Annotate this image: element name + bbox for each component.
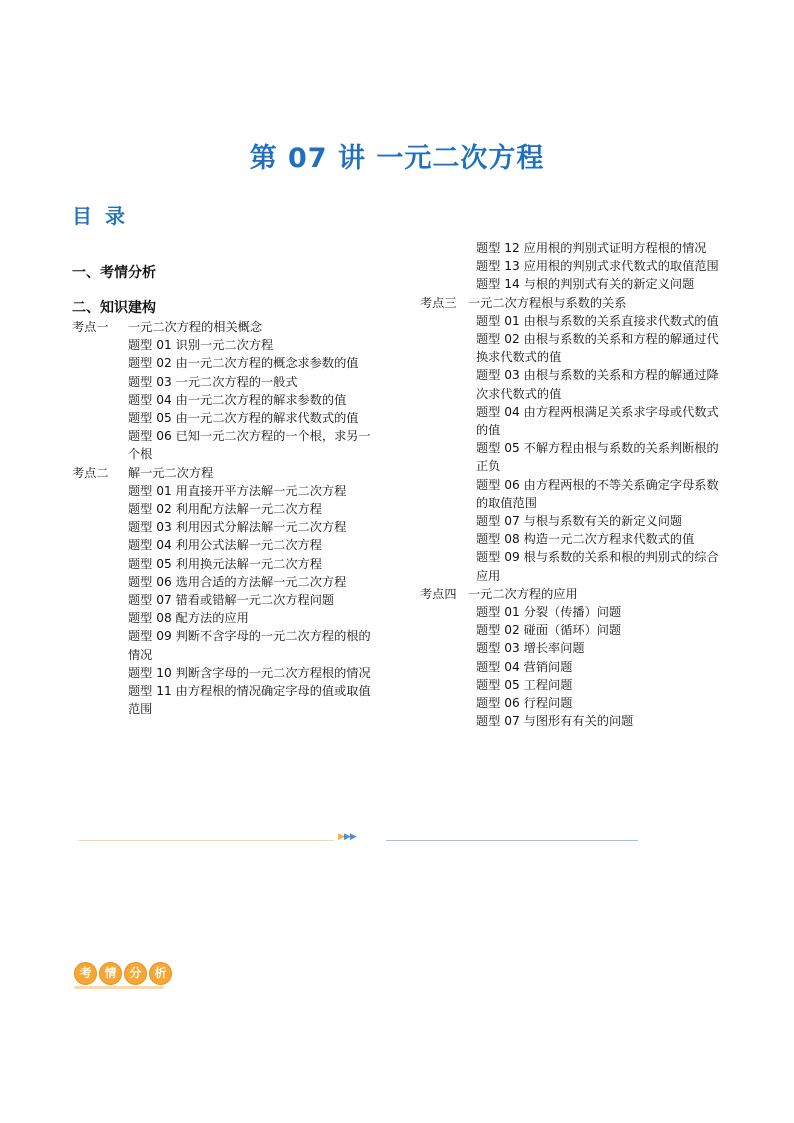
toc-item-row[interactable] <box>420 257 725 275</box>
toc-item-title: 题型 04 由方程两根满足关系求字母或代数式的值 <box>476 404 719 438</box>
toc-item-title: 题型 06 已知一元二次方程的一个根，求另一个根 <box>128 429 371 462</box>
toc-item-title: 题型 06 行程问题 <box>476 696 573 711</box>
toc-item-title: 题型 09 根与系数的关系和根的判别式的综合应用 <box>476 550 719 583</box>
toc-item-row[interactable] <box>420 658 725 676</box>
toc-item-row[interactable] <box>72 591 376 609</box>
toc-topic-title: 一元二次方程根与系数的关系 <box>468 295 627 310</box>
toc-item-row[interactable] <box>420 694 725 712</box>
toc-item-title: 题型 03 由根与系数的关系和方程的解通过降次求代数式的值 <box>476 368 719 401</box>
toc-item-title: 题型 08 构造一元二次方程求代数式的值 <box>476 532 695 547</box>
badge-char: 情 <box>99 962 122 985</box>
toc-item-row[interactable] <box>420 275 725 293</box>
toc-item-row[interactable] <box>72 500 376 518</box>
toc-item-title: 题型 12 应用根的判别式证明方程根的情况 <box>476 241 707 255</box>
toc-topic-key: 考点一 <box>72 320 109 334</box>
toc-item-title: 题型 10 判断含字母的一元二次方程根的情况 <box>128 665 371 680</box>
toc-right-column <box>420 239 725 730</box>
toc-topic-title: 一元二次方程的应用 <box>468 586 578 601</box>
toc-item-row[interactable] <box>420 603 725 621</box>
toc-item-title: 题型 08 配方法的应用 <box>128 611 249 626</box>
toc-item-title: 题型 04 由一元二次方程的解求参数的值 <box>128 392 347 407</box>
toc-item-title: 题型 11 由方程根的情况确定字母的值或取值范围 <box>128 684 371 717</box>
toc-item-row[interactable] <box>72 391 376 409</box>
toc-item-title: 题型 02 由一元二次方程的概念求参数的值 <box>128 356 359 371</box>
toc-left-column <box>72 318 376 718</box>
toc-section-analysis[interactable]: 一、考情分析 <box>72 265 156 281</box>
arrow-icons: ▶▶▶ <box>338 832 356 842</box>
toc-item-row[interactable] <box>72 536 376 554</box>
toc-item-row[interactable] <box>72 555 376 573</box>
toc-topic-row[interactable] <box>420 585 725 603</box>
toc-item-row[interactable] <box>420 330 725 366</box>
toc-item-title: 题型 05 利用换元法解一元二次方程 <box>128 556 322 571</box>
toc-item-row[interactable] <box>420 476 725 512</box>
toc-item-title: 题型 05 由一元二次方程的解求代数式的值 <box>128 411 359 426</box>
toc-item-row[interactable] <box>420 676 725 694</box>
toc-topic-key: 考点三 <box>420 295 457 310</box>
toc-item-row[interactable] <box>420 712 725 730</box>
badge-underline <box>74 986 164 989</box>
toc-item-row[interactable] <box>420 548 725 584</box>
toc-topic-row[interactable] <box>72 318 376 336</box>
toc-item-title: 题型 04 营销问题 <box>476 659 573 674</box>
toc-topic-key: 考点四 <box>420 586 457 601</box>
toc-item-row[interactable] <box>72 609 376 627</box>
toc-item-title: 题型 03 增长率问题 <box>476 641 585 656</box>
toc-section-knowledge[interactable]: 二、知识建构 <box>72 300 156 316</box>
toc-item-row[interactable] <box>72 518 376 536</box>
toc-item-title: 题型 03 利用因式分解法解一元二次方程 <box>128 520 347 535</box>
toc-item-title: 题型 01 分裂（传播）问题 <box>476 605 622 620</box>
toc-topic-title: 一元二次方程的相关概念 <box>128 320 263 334</box>
toc-item-row[interactable] <box>72 373 376 391</box>
toc-item-title: 题型 05 工程问题 <box>476 677 573 692</box>
toc-item-row[interactable] <box>420 639 725 657</box>
toc-item-title: 题型 06 选用合适的方法解一元二次方程 <box>128 574 347 589</box>
toc-item-title: 题型 07 错看或错解一元二次方程问题 <box>128 593 335 608</box>
toc-item-title: 题型 07 与根与系数有关的新定义问题 <box>476 514 683 529</box>
section-divider <box>78 834 638 846</box>
toc-item-row[interactable] <box>420 530 725 548</box>
badge-char: 考 <box>74 962 97 985</box>
toc-topic-row[interactable] <box>420 294 725 312</box>
badge-char: 析 <box>149 962 172 985</box>
toc-item-title: 题型 02 由根与系数的关系和方程的解通过代换求代数式的值 <box>476 332 719 365</box>
toc-topic-title: 解一元二次方程 <box>128 465 214 480</box>
divider-line-right <box>386 840 638 841</box>
toc-item-row[interactable] <box>420 512 725 530</box>
toc-item-title: 题型 07 与图形有有关的问题 <box>476 714 634 729</box>
toc-item-row[interactable] <box>72 573 376 591</box>
divider-line-left <box>78 840 334 841</box>
toc-item-title: 题型 02 碰面（循环）问题 <box>476 623 622 638</box>
page-title: 第 07 讲 一元二次方程 <box>249 143 545 174</box>
toc-item-row[interactable] <box>72 682 376 718</box>
toc-item-row[interactable] <box>420 366 725 402</box>
toc-item-title: 题型 13 应用根的判别式求代数式的取值范围 <box>476 259 719 274</box>
toc-item-row[interactable] <box>420 439 725 475</box>
toc-item-title: 题型 06 由方程两根的不等关系确定字母系数的取值范围 <box>476 477 719 510</box>
badge-char: 分 <box>124 962 147 985</box>
toc-item-row[interactable] <box>72 409 376 427</box>
toc-item-title: 题型 09 判断不含字母的一元二次方程的根的情况 <box>128 629 371 662</box>
toc-item-title: 题型 04 利用公式法解一元二次方程 <box>128 538 322 553</box>
toc-item-title: 题型 01 识别一元二次方程 <box>128 338 274 353</box>
toc-item-title: 题型 03 一元二次方程的一般式 <box>128 374 298 389</box>
toc-topic-row[interactable] <box>72 464 376 482</box>
section-badge <box>74 962 174 988</box>
toc-item-row[interactable] <box>72 482 376 500</box>
toc-item-title: 题型 02 利用配方法解一元二次方程 <box>128 502 322 517</box>
toc-item-title: 题型 01 由根与系数的关系直接求代数式的值 <box>476 313 719 328</box>
toc-item-row[interactable] <box>420 403 725 439</box>
toc-item-row[interactable] <box>72 427 376 463</box>
toc-heading: 目 录 <box>72 204 128 228</box>
toc-topic-key: 考点二 <box>72 465 109 480</box>
toc-item-row[interactable] <box>420 621 725 639</box>
toc-item-title: 题型 05 不解方程由根与系数的关系判断根的正负 <box>476 441 719 474</box>
toc-item-row[interactable] <box>420 239 725 257</box>
toc-item-title: 题型 01 用直接开平方法解一元二次方程 <box>128 483 347 498</box>
toc-item-row[interactable] <box>420 312 725 330</box>
toc-item-title: 题型 14 与根的判别式有关的新定义问题 <box>476 277 695 292</box>
toc-item-row[interactable] <box>72 627 376 663</box>
toc-item-row[interactable] <box>72 664 376 682</box>
toc-item-row[interactable] <box>72 336 376 354</box>
toc-item-row[interactable] <box>72 354 376 372</box>
